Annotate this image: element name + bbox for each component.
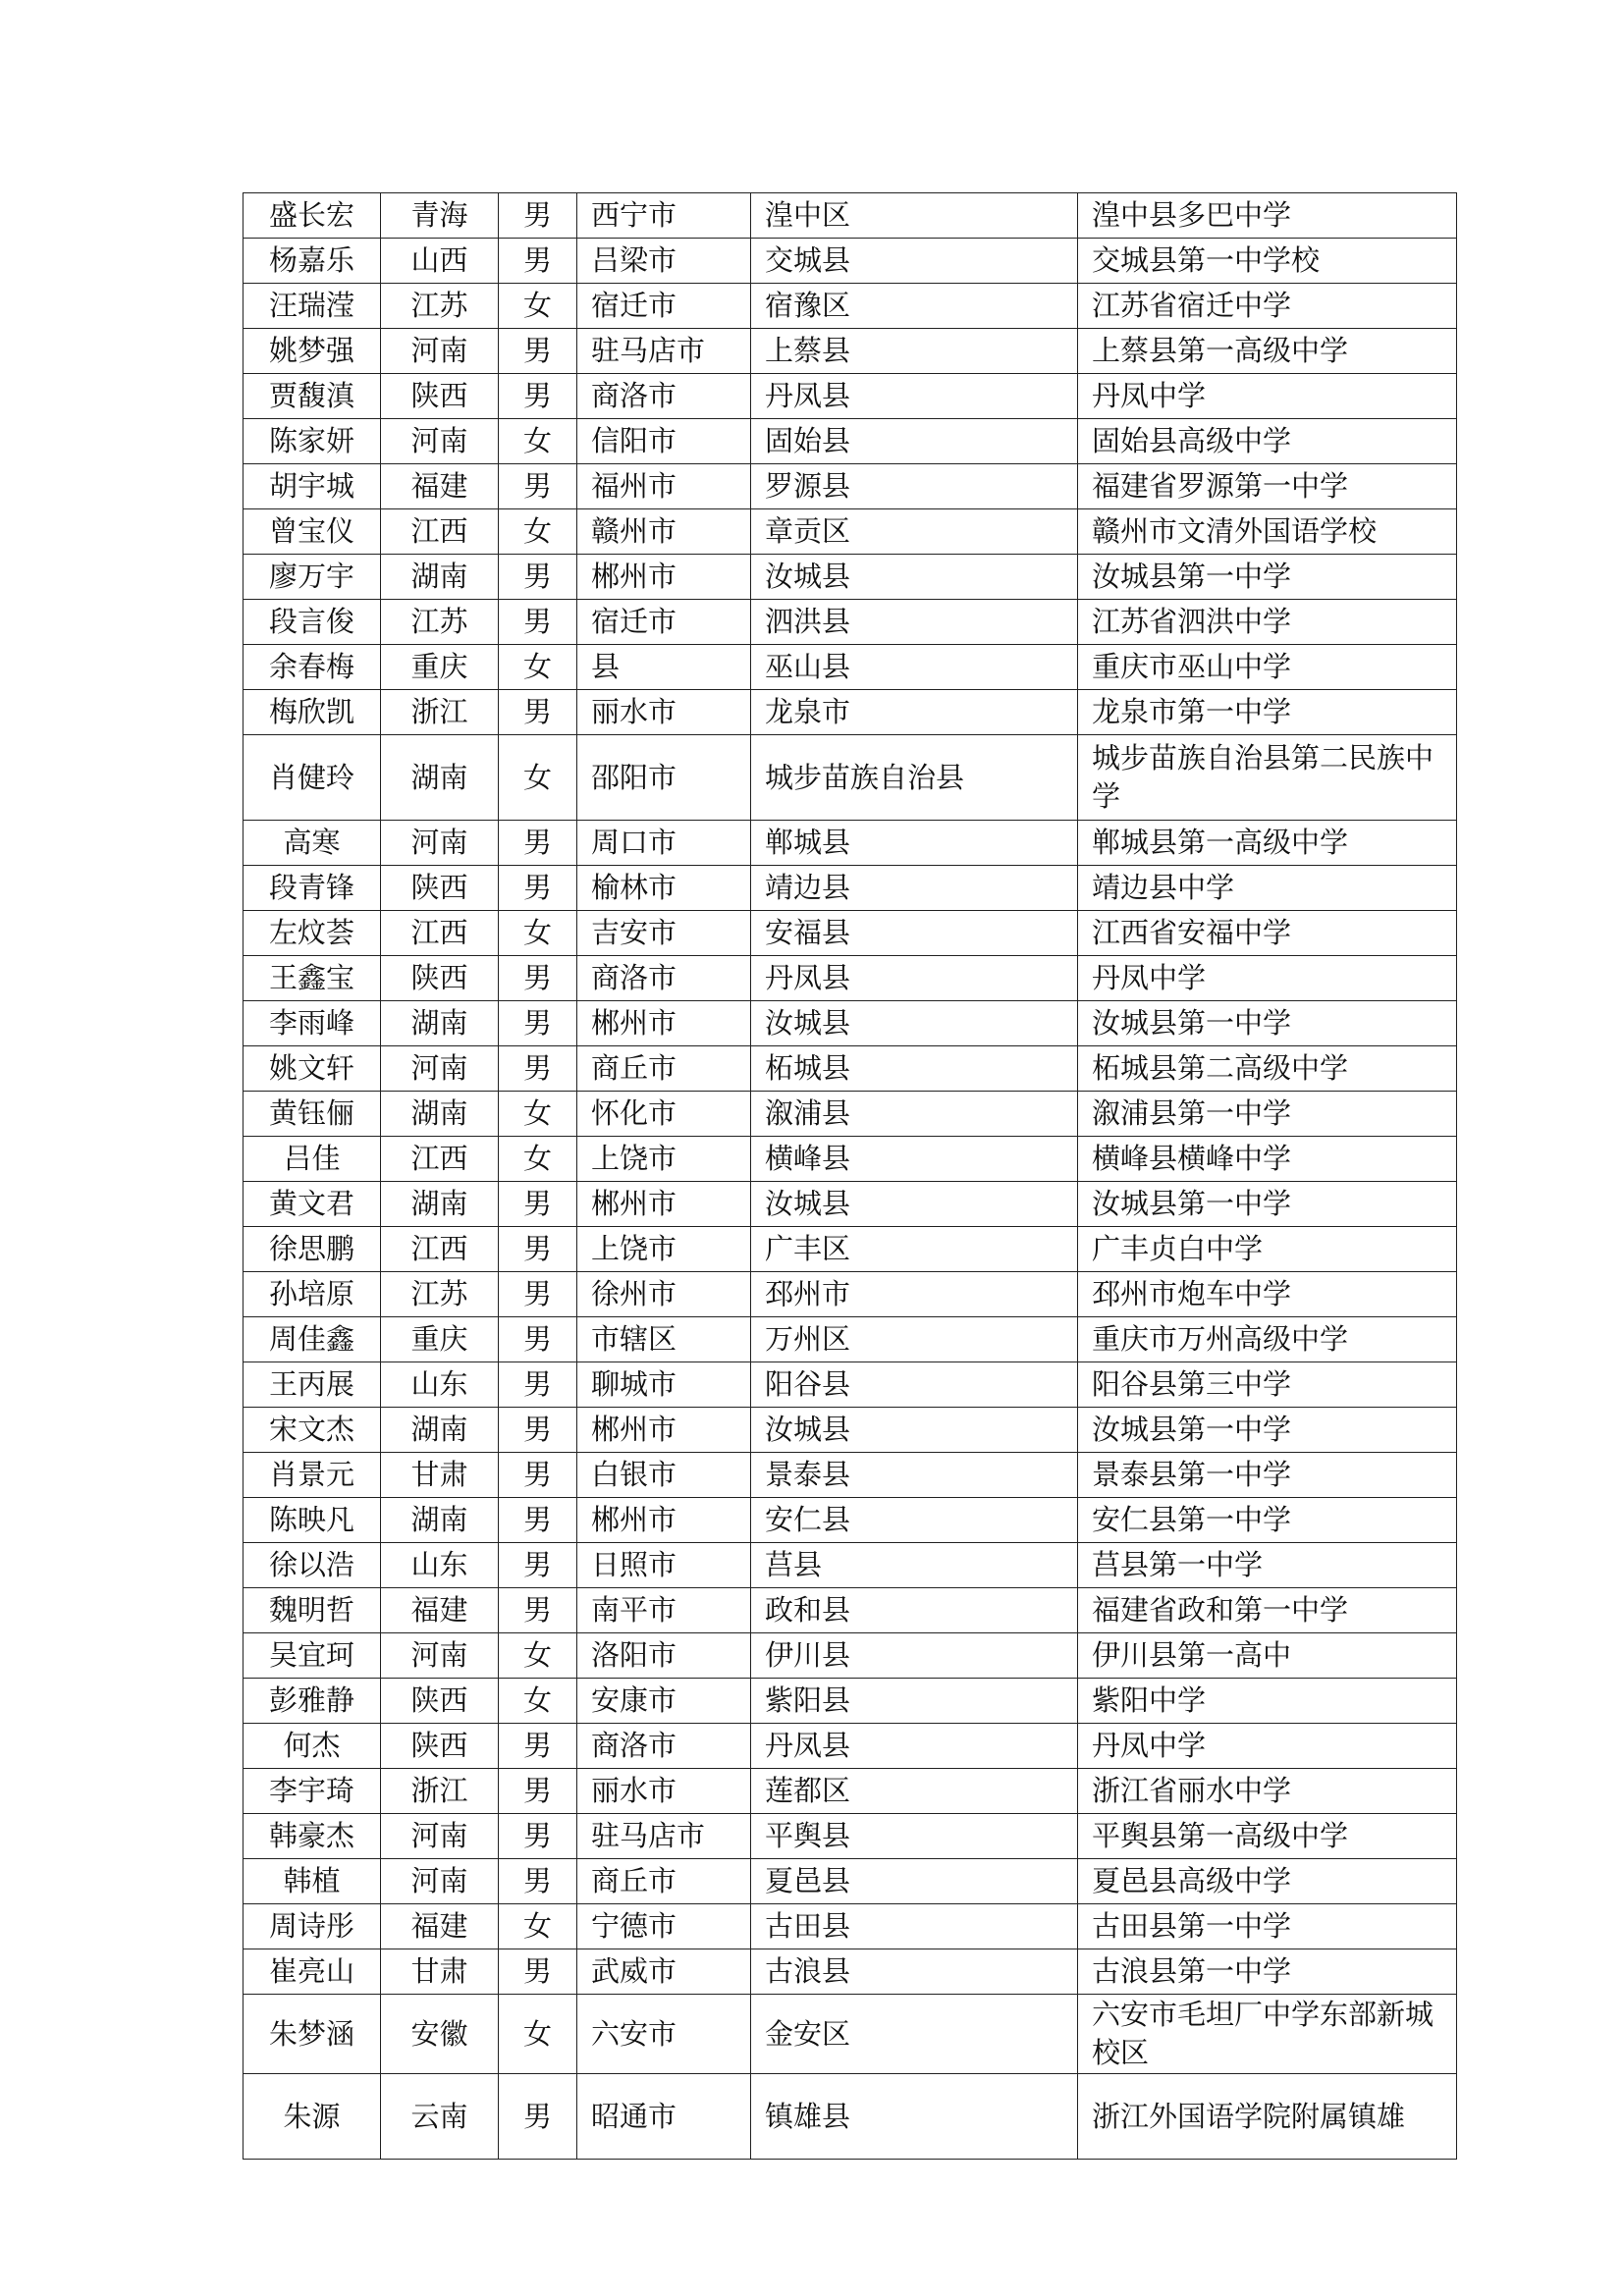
province-cell: 浙江 — [381, 1769, 499, 1814]
city-cell: 武威市 — [577, 1949, 751, 1995]
county-cell: 汝城县 — [751, 1408, 1078, 1453]
city-cell: 郴州市 — [577, 1408, 751, 1453]
province-cell: 甘肃 — [381, 1949, 499, 1995]
table-row — [244, 821, 1457, 866]
gender-cell: 女 — [499, 509, 577, 555]
student-name-cell: 曾宝仪 — [244, 509, 381, 555]
school-cell: 龙泉市第一中学 — [1078, 690, 1457, 735]
gender-cell: 女 — [499, 1137, 577, 1182]
city-cell: 郴州市 — [577, 1498, 751, 1543]
student-name-cell: 盛长宏 — [244, 193, 381, 239]
table-row — [244, 284, 1457, 329]
county-cell: 政和县 — [751, 1588, 1078, 1633]
table-row — [244, 1633, 1457, 1679]
school-cell: 丹凤中学 — [1078, 1724, 1457, 1769]
gender-cell: 女 — [499, 735, 577, 821]
gender-cell: 男 — [499, 821, 577, 866]
student-name-cell: 胡宇城 — [244, 464, 381, 509]
city-cell: 吕梁市 — [577, 239, 751, 284]
city-cell: 商洛市 — [577, 374, 751, 419]
table-row — [244, 1724, 1457, 1769]
county-cell: 万州区 — [751, 1317, 1078, 1362]
table-row — [244, 419, 1457, 464]
student-name-cell: 黄钰俪 — [244, 1092, 381, 1137]
city-cell: 郴州市 — [577, 1182, 751, 1227]
city-cell: 邵阳市 — [577, 735, 751, 821]
gender-cell: 女 — [499, 1092, 577, 1137]
student-name-cell: 周诗彤 — [244, 1904, 381, 1949]
city-cell: 上饶市 — [577, 1137, 751, 1182]
province-cell: 山西 — [381, 239, 499, 284]
county-cell: 横峰县 — [751, 1137, 1078, 1182]
city-cell: 商洛市 — [577, 1724, 751, 1769]
city-cell: 洛阳市 — [577, 1633, 751, 1679]
student-name-cell: 陈家妍 — [244, 419, 381, 464]
student-name-cell: 余春梅 — [244, 645, 381, 690]
gender-cell: 男 — [499, 1949, 577, 1995]
school-cell: 丹凤中学 — [1078, 374, 1457, 419]
province-cell: 河南 — [381, 419, 499, 464]
student-name-cell: 韩植 — [244, 1859, 381, 1904]
province-cell: 福建 — [381, 1904, 499, 1949]
table-row — [244, 1092, 1457, 1137]
city-cell: 县 — [577, 645, 751, 690]
school-cell: 丹凤中学 — [1078, 956, 1457, 1001]
city-cell: 驻马店市 — [577, 329, 751, 374]
student-name-cell: 王丙展 — [244, 1362, 381, 1408]
province-cell: 重庆 — [381, 1317, 499, 1362]
province-cell: 浙江 — [381, 690, 499, 735]
gender-cell: 女 — [499, 1633, 577, 1679]
city-cell: 徐州市 — [577, 1272, 751, 1317]
table-row — [244, 1498, 1457, 1543]
school-cell: 莒县第一中学 — [1078, 1543, 1457, 1588]
county-cell: 溆浦县 — [751, 1092, 1078, 1137]
student-name-cell: 姚梦强 — [244, 329, 381, 374]
county-cell: 安福县 — [751, 911, 1078, 956]
county-cell: 丹凤县 — [751, 374, 1078, 419]
student-name-cell: 李雨峰 — [244, 1001, 381, 1046]
city-cell: 宿迁市 — [577, 600, 751, 645]
student-name-cell: 何杰 — [244, 1724, 381, 1769]
province-cell: 江西 — [381, 911, 499, 956]
city-cell: 昭通市 — [577, 2074, 751, 2160]
city-cell: 丽水市 — [577, 1769, 751, 1814]
county-cell: 汝城县 — [751, 555, 1078, 600]
city-cell: 白银市 — [577, 1453, 751, 1498]
school-cell: 六安市毛坦厂中学东部新城校区 — [1078, 1995, 1457, 2074]
province-cell: 福建 — [381, 1588, 499, 1633]
county-cell: 阳谷县 — [751, 1362, 1078, 1408]
city-cell: 榆林市 — [577, 866, 751, 911]
city-cell: 丽水市 — [577, 690, 751, 735]
city-cell: 怀化市 — [577, 1092, 751, 1137]
school-cell: 紫阳中学 — [1078, 1679, 1457, 1724]
table-row — [244, 690, 1457, 735]
table-row — [244, 1408, 1457, 1453]
school-cell: 湟中县多巴中学 — [1078, 193, 1457, 239]
province-cell: 湖南 — [381, 555, 499, 600]
county-cell: 固始县 — [751, 419, 1078, 464]
gender-cell: 女 — [499, 284, 577, 329]
city-cell: 周口市 — [577, 821, 751, 866]
student-name-cell: 高寒 — [244, 821, 381, 866]
student-name-cell: 韩豪杰 — [244, 1814, 381, 1859]
county-cell: 交城县 — [751, 239, 1078, 284]
gender-cell: 男 — [499, 1362, 577, 1408]
province-cell: 陕西 — [381, 956, 499, 1001]
school-cell: 江苏省宿迁中学 — [1078, 284, 1457, 329]
table-row — [244, 1949, 1457, 1995]
gender-cell: 男 — [499, 1769, 577, 1814]
student-name-cell: 段青锋 — [244, 866, 381, 911]
student-name-cell: 杨嘉乐 — [244, 239, 381, 284]
province-cell: 湖南 — [381, 735, 499, 821]
gender-cell: 男 — [499, 1408, 577, 1453]
school-cell: 城步苗族自治县第二民族中学 — [1078, 735, 1457, 821]
student-list-body — [244, 193, 1457, 2160]
city-cell: 宁德市 — [577, 1904, 751, 1949]
school-cell: 广丰贞白中学 — [1078, 1227, 1457, 1272]
city-cell: 福州市 — [577, 464, 751, 509]
school-cell: 靖边县中学 — [1078, 866, 1457, 911]
school-cell: 安仁县第一中学 — [1078, 1498, 1457, 1543]
county-cell: 泗洪县 — [751, 600, 1078, 645]
city-cell: 商洛市 — [577, 956, 751, 1001]
student-name-cell: 王鑫宝 — [244, 956, 381, 1001]
gender-cell: 男 — [499, 555, 577, 600]
gender-cell: 男 — [499, 1453, 577, 1498]
gender-cell: 男 — [499, 1227, 577, 1272]
city-cell: 聊城市 — [577, 1362, 751, 1408]
province-cell: 河南 — [381, 1046, 499, 1092]
student-name-cell: 彭雅静 — [244, 1679, 381, 1724]
province-cell: 江苏 — [381, 284, 499, 329]
gender-cell: 男 — [499, 2074, 577, 2160]
table-row — [244, 329, 1457, 374]
gender-cell: 男 — [499, 1272, 577, 1317]
county-cell: 景泰县 — [751, 1453, 1078, 1498]
table-row — [244, 1769, 1457, 1814]
county-cell: 柘城县 — [751, 1046, 1078, 1092]
city-cell: 郴州市 — [577, 555, 751, 600]
school-cell: 重庆市巫山中学 — [1078, 645, 1457, 690]
school-cell: 汝城县第一中学 — [1078, 1001, 1457, 1046]
gender-cell: 男 — [499, 866, 577, 911]
city-cell: 南平市 — [577, 1588, 751, 1633]
province-cell: 山东 — [381, 1543, 499, 1588]
county-cell: 巫山县 — [751, 645, 1078, 690]
school-cell: 平舆县第一高级中学 — [1078, 1814, 1457, 1859]
county-cell: 镇雄县 — [751, 2074, 1078, 2160]
county-cell: 广丰区 — [751, 1227, 1078, 1272]
table-row — [244, 374, 1457, 419]
table-row — [244, 1362, 1457, 1408]
province-cell: 河南 — [381, 329, 499, 374]
table-row — [244, 1679, 1457, 1724]
student-name-cell: 周佳鑫 — [244, 1317, 381, 1362]
student-name-cell: 黄文君 — [244, 1182, 381, 1227]
table-row — [244, 509, 1457, 555]
city-cell: 吉安市 — [577, 911, 751, 956]
school-cell: 江西省安福中学 — [1078, 911, 1457, 956]
county-cell: 城步苗族自治县 — [751, 735, 1078, 821]
gender-cell: 女 — [499, 1995, 577, 2074]
county-cell: 丹凤县 — [751, 956, 1078, 1001]
school-cell: 浙江外国语学院附属镇雄 — [1078, 2074, 1457, 2160]
gender-cell: 男 — [499, 1814, 577, 1859]
school-cell: 古浪县第一中学 — [1078, 1949, 1457, 1995]
student-name-cell: 左炆荟 — [244, 911, 381, 956]
city-cell: 郴州市 — [577, 1001, 751, 1046]
student-name-cell: 徐思鹏 — [244, 1227, 381, 1272]
student-name-cell: 朱源 — [244, 2074, 381, 2160]
student-name-cell: 贾馥滇 — [244, 374, 381, 419]
school-cell: 夏邑县高级中学 — [1078, 1859, 1457, 1904]
province-cell: 江西 — [381, 509, 499, 555]
gender-cell: 男 — [499, 1182, 577, 1227]
province-cell: 青海 — [381, 193, 499, 239]
school-cell: 郸城县第一高级中学 — [1078, 821, 1457, 866]
province-cell: 陕西 — [381, 866, 499, 911]
student-name-cell: 肖健玲 — [244, 735, 381, 821]
student-name-cell: 肖景元 — [244, 1453, 381, 1498]
city-cell: 日照市 — [577, 1543, 751, 1588]
gender-cell: 男 — [499, 1317, 577, 1362]
gender-cell: 男 — [499, 1724, 577, 1769]
province-cell: 安徽 — [381, 1995, 499, 2074]
table-row — [244, 193, 1457, 239]
school-cell: 溆浦县第一中学 — [1078, 1092, 1457, 1137]
school-cell: 赣州市文清外国语学校 — [1078, 509, 1457, 555]
table-row — [244, 1543, 1457, 1588]
province-cell: 山东 — [381, 1362, 499, 1408]
county-cell: 古浪县 — [751, 1949, 1078, 1995]
table-row — [244, 1904, 1457, 1949]
province-cell: 湖南 — [381, 1182, 499, 1227]
table-row — [244, 1859, 1457, 1904]
school-cell: 汝城县第一中学 — [1078, 1408, 1457, 1453]
province-cell: 重庆 — [381, 645, 499, 690]
school-cell: 阳谷县第三中学 — [1078, 1362, 1457, 1408]
table-row — [244, 1588, 1457, 1633]
county-cell: 莲都区 — [751, 1769, 1078, 1814]
table-row — [244, 645, 1457, 690]
school-cell: 柘城县第二高级中学 — [1078, 1046, 1457, 1092]
table-row — [244, 911, 1457, 956]
city-cell: 商丘市 — [577, 1046, 751, 1092]
gender-cell: 男 — [499, 1498, 577, 1543]
gender-cell: 男 — [499, 329, 577, 374]
student-list-table — [243, 192, 1457, 2160]
gender-cell: 男 — [499, 1046, 577, 1092]
city-cell: 市辖区 — [577, 1317, 751, 1362]
province-cell: 湖南 — [381, 1001, 499, 1046]
province-cell: 河南 — [381, 1633, 499, 1679]
county-cell: 宿豫区 — [751, 284, 1078, 329]
school-cell: 横峰县横峰中学 — [1078, 1137, 1457, 1182]
table-row — [244, 866, 1457, 911]
county-cell: 章贡区 — [751, 509, 1078, 555]
table-row — [244, 239, 1457, 284]
city-cell: 信阳市 — [577, 419, 751, 464]
table-row — [244, 1046, 1457, 1092]
student-name-cell: 廖万宇 — [244, 555, 381, 600]
student-name-cell: 李宇琦 — [244, 1769, 381, 1814]
student-name-cell: 崔亮山 — [244, 1949, 381, 1995]
student-name-cell: 徐以浩 — [244, 1543, 381, 1588]
student-name-cell: 孙培原 — [244, 1272, 381, 1317]
table-row — [244, 1272, 1457, 1317]
county-cell: 金安区 — [751, 1995, 1078, 2074]
gender-cell: 男 — [499, 374, 577, 419]
table-row — [244, 1182, 1457, 1227]
school-cell: 浙江省丽水中学 — [1078, 1769, 1457, 1814]
province-cell: 江苏 — [381, 600, 499, 645]
school-cell: 福建省政和第一中学 — [1078, 1588, 1457, 1633]
table-row — [244, 1001, 1457, 1046]
table-row — [244, 1137, 1457, 1182]
province-cell: 陕西 — [381, 1724, 499, 1769]
province-cell: 河南 — [381, 1814, 499, 1859]
gender-cell: 女 — [499, 645, 577, 690]
province-cell: 湖南 — [381, 1498, 499, 1543]
school-cell: 上蔡县第一高级中学 — [1078, 329, 1457, 374]
student-name-cell: 汪瑞滢 — [244, 284, 381, 329]
province-cell: 陕西 — [381, 1679, 499, 1724]
gender-cell: 男 — [499, 600, 577, 645]
county-cell: 汝城县 — [751, 1182, 1078, 1227]
school-cell: 汝城县第一中学 — [1078, 1182, 1457, 1227]
gender-cell: 男 — [499, 1588, 577, 1633]
county-cell: 丹凤县 — [751, 1724, 1078, 1769]
city-cell: 赣州市 — [577, 509, 751, 555]
table-row — [244, 1453, 1457, 1498]
school-cell: 邳州市炮车中学 — [1078, 1272, 1457, 1317]
table-row — [244, 1995, 1457, 2074]
county-cell: 紫阳县 — [751, 1679, 1078, 1724]
gender-cell: 男 — [499, 464, 577, 509]
student-name-cell: 梅欣凯 — [244, 690, 381, 735]
gender-cell: 女 — [499, 1679, 577, 1724]
county-cell: 湟中区 — [751, 193, 1078, 239]
gender-cell: 男 — [499, 956, 577, 1001]
province-cell: 河南 — [381, 1859, 499, 1904]
table-row — [244, 956, 1457, 1001]
gender-cell: 女 — [499, 1904, 577, 1949]
province-cell: 云南 — [381, 2074, 499, 2160]
student-name-cell: 宋文杰 — [244, 1408, 381, 1453]
city-cell: 西宁市 — [577, 193, 751, 239]
city-cell: 上饶市 — [577, 1227, 751, 1272]
county-cell: 邳州市 — [751, 1272, 1078, 1317]
student-name-cell: 魏明哲 — [244, 1588, 381, 1633]
table-row — [244, 600, 1457, 645]
county-cell: 上蔡县 — [751, 329, 1078, 374]
gender-cell: 男 — [499, 1001, 577, 1046]
student-name-cell: 姚文轩 — [244, 1046, 381, 1092]
county-cell: 夏邑县 — [751, 1859, 1078, 1904]
city-cell: 商丘市 — [577, 1859, 751, 1904]
province-cell: 福建 — [381, 464, 499, 509]
table-row — [244, 2074, 1457, 2160]
school-cell: 重庆市万州高级中学 — [1078, 1317, 1457, 1362]
county-cell: 莒县 — [751, 1543, 1078, 1588]
province-cell: 陕西 — [381, 374, 499, 419]
school-cell: 固始县高级中学 — [1078, 419, 1457, 464]
school-cell: 景泰县第一中学 — [1078, 1453, 1457, 1498]
province-cell: 甘肃 — [381, 1453, 499, 1498]
table-row — [244, 555, 1457, 600]
county-cell: 平舆县 — [751, 1814, 1078, 1859]
county-cell: 靖边县 — [751, 866, 1078, 911]
gender-cell: 男 — [499, 1543, 577, 1588]
school-cell: 交城县第一中学校 — [1078, 239, 1457, 284]
table-row — [244, 1227, 1457, 1272]
province-cell: 湖南 — [381, 1408, 499, 1453]
county-cell: 郸城县 — [751, 821, 1078, 866]
gender-cell: 男 — [499, 1859, 577, 1904]
school-cell: 伊川县第一高中 — [1078, 1633, 1457, 1679]
city-cell: 安康市 — [577, 1679, 751, 1724]
city-cell: 驻马店市 — [577, 1814, 751, 1859]
school-cell: 汝城县第一中学 — [1078, 555, 1457, 600]
gender-cell: 男 — [499, 690, 577, 735]
gender-cell: 男 — [499, 193, 577, 239]
county-cell: 伊川县 — [751, 1633, 1078, 1679]
student-name-cell: 朱梦涵 — [244, 1995, 381, 2074]
city-cell: 六安市 — [577, 1995, 751, 2074]
province-cell: 江西 — [381, 1227, 499, 1272]
table-row — [244, 1814, 1457, 1859]
school-cell: 古田县第一中学 — [1078, 1904, 1457, 1949]
table-row — [244, 735, 1457, 821]
province-cell: 江西 — [381, 1137, 499, 1182]
county-cell: 古田县 — [751, 1904, 1078, 1949]
school-cell: 江苏省泗洪中学 — [1078, 600, 1457, 645]
gender-cell: 男 — [499, 239, 577, 284]
province-cell: 湖南 — [381, 1092, 499, 1137]
student-name-cell: 吴宜珂 — [244, 1633, 381, 1679]
table-row — [244, 464, 1457, 509]
student-name-cell: 吕佳 — [244, 1137, 381, 1182]
student-name-cell: 陈映凡 — [244, 1498, 381, 1543]
gender-cell: 女 — [499, 419, 577, 464]
province-cell: 江苏 — [381, 1272, 499, 1317]
county-cell: 罗源县 — [751, 464, 1078, 509]
city-cell: 宿迁市 — [577, 284, 751, 329]
table-row — [244, 1317, 1457, 1362]
county-cell: 汝城县 — [751, 1001, 1078, 1046]
school-cell: 福建省罗源第一中学 — [1078, 464, 1457, 509]
county-cell: 龙泉市 — [751, 690, 1078, 735]
gender-cell: 女 — [499, 911, 577, 956]
province-cell: 河南 — [381, 821, 499, 866]
student-name-cell: 段言俊 — [244, 600, 381, 645]
county-cell: 安仁县 — [751, 1498, 1078, 1543]
